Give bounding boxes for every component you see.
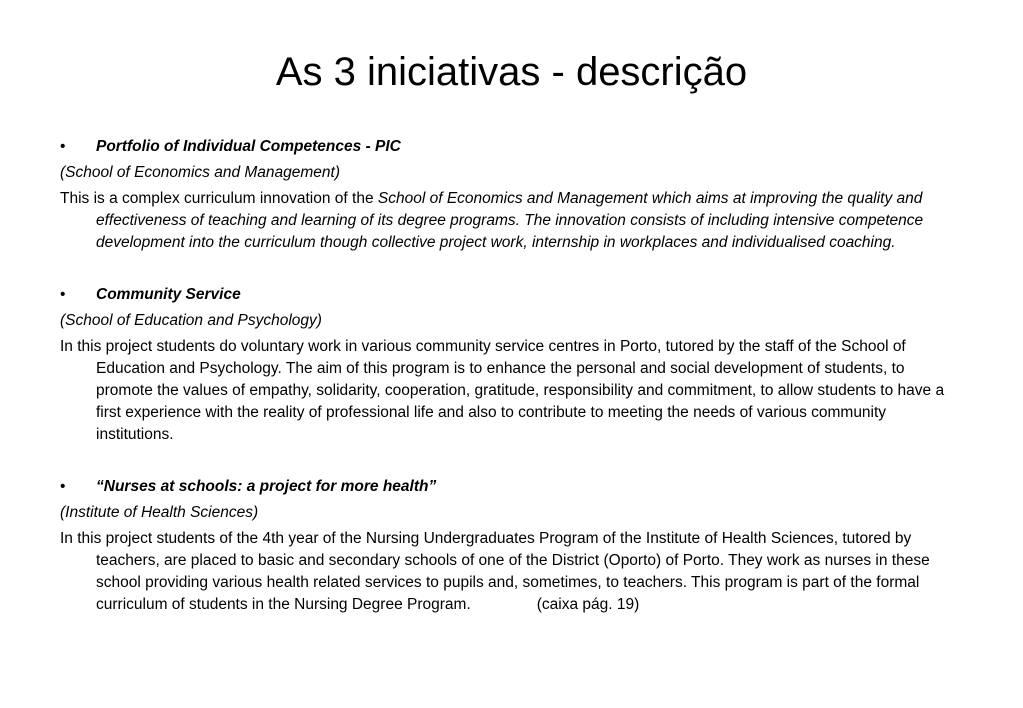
slide-body <box>60 136 965 616</box>
slide-title: As 3 iniciativas - descrição <box>275 50 748 94</box>
bullet-icon: • <box>60 478 66 495</box>
section-heading: “Nurses at schools: a project for more health” <box>96 478 437 495</box>
section-nurses <box>60 476 965 616</box>
bullet-item-nurses <box>60 476 965 498</box>
bullet-item-community <box>60 284 965 306</box>
section-school: (School of Economics and Management) <box>60 164 341 181</box>
page-reference: (caixa pág. 19) <box>536 596 640 613</box>
section-pic <box>60 136 965 254</box>
section-heading: Community Service <box>96 286 241 303</box>
section-school: (Institute of Health Sciences) <box>60 504 259 521</box>
bullet-icon: • <box>60 138 66 155</box>
section-description <box>60 188 965 254</box>
section-description <box>60 528 965 616</box>
description-text: In this project students of the 4th year of the Nursing Undergraduates Program of the Institute of Health Sciences, tutored by teachers, are placed to basic and secondary schools of one of the District (Oporto) of Porto. They work as nurses in these school providing various health related services to pupils and, sometimes, to teachers. This program is part of the formal curriculum of students in the Nursing Degree Program. <box>60 530 930 613</box>
bullet-icon: • <box>60 286 66 303</box>
bullet-item-pic <box>60 136 965 158</box>
section-heading: Portfolio of Individual Competences - PIC <box>96 138 401 155</box>
section-community-service <box>60 284 965 446</box>
section-school: (School of Education and Psychology) <box>60 312 322 329</box>
description-plain: This is a complex curriculum innovation of the <box>60 190 378 207</box>
description-italic: School of Economics and Management which aims at improving the quality and effectiveness of teaching and learning of its degree programs. The innovation consists of including intensive competence development into the curriculum though collective project work, internship in workplaces and individualised coaching. <box>96 190 924 251</box>
section-description: In this project students do voluntary work in various community service centres in Porto, tutored by the staff of the School of Education and Psychology. The aim of this program is to enhance the personal and social development of students, to promote the values of empathy, solidarity, cooperation, gratitude, responsibility and commitment, to allow students to have a first experience with the reality of professional life and also to contribute to meeting the needs of various community institutions. <box>60 338 945 443</box>
